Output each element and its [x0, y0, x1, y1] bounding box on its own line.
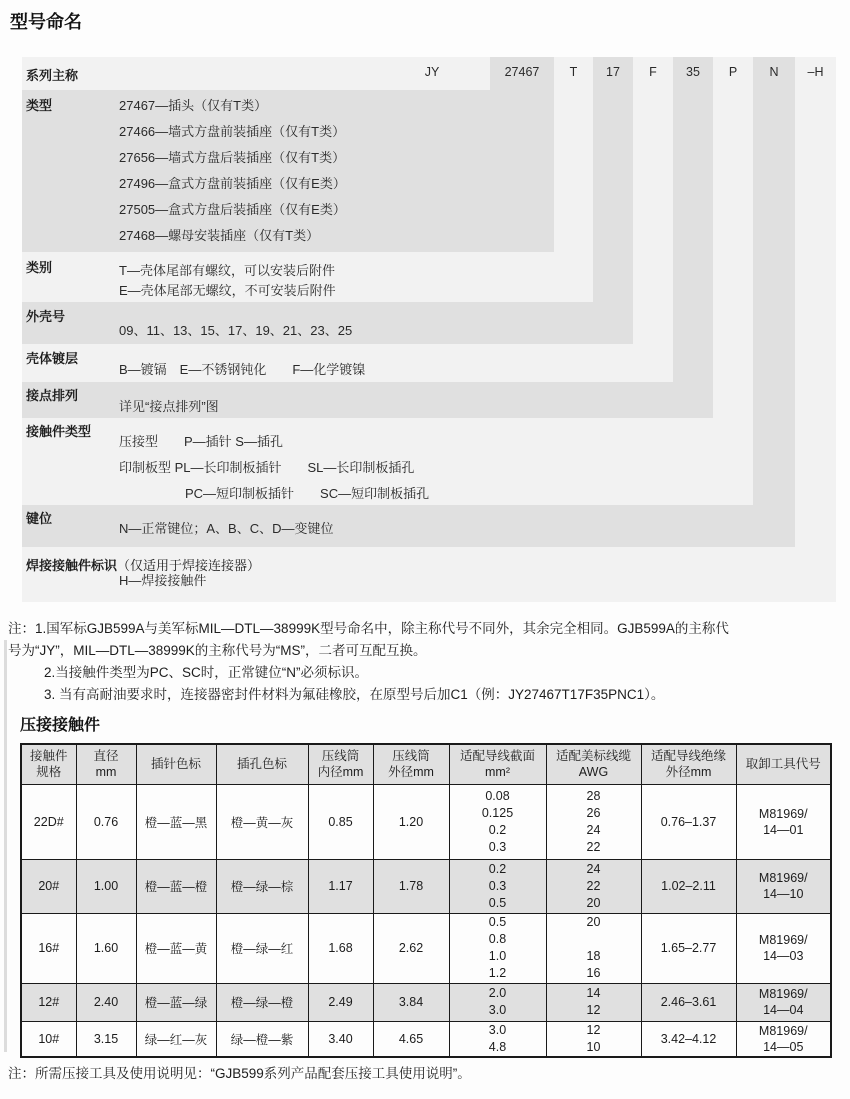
cell-barrel-od: 3.84 — [373, 983, 449, 1021]
cell-barrel-id: 3.40 — [308, 1021, 373, 1057]
code-JY: JY — [424, 65, 440, 79]
cell-diameter: 3.15 — [76, 1021, 136, 1057]
col-header-tool-code: 取卸工具代号 — [736, 744, 831, 784]
category-item-list — [119, 261, 336, 301]
cell-spec: 22D# — [21, 784, 76, 859]
type-item: 27466—墙式方盘前装插座（仅有T类） — [119, 124, 346, 139]
code-N: N — [769, 65, 779, 79]
code-stripe-H — [795, 57, 836, 602]
table-header-row — [21, 744, 831, 784]
cell-socket-color: 橙—绿—红 — [216, 913, 308, 983]
cell-socket-color: 绿—橙—紫 — [216, 1021, 308, 1057]
cell-barrel-id: 0.85 — [308, 784, 373, 859]
cell-socket-color: 橙—绿—棕 — [216, 859, 308, 913]
code-T: T — [569, 65, 578, 79]
cell-insulation-od: 1.65–2.77 — [641, 913, 736, 983]
cell-wire-sections: 2.0 3.0 — [449, 983, 546, 1021]
crimp-table-wrap — [20, 743, 832, 1058]
contact-type-item-list — [119, 429, 429, 507]
contact-arrangement-item: 详见“接点排列”图 — [119, 399, 219, 414]
type-item: 27468—螺母安装插座（仅有T类） — [119, 228, 320, 243]
cell-diameter: 1.60 — [76, 913, 136, 983]
shell-size-item: 09、11、13、15、17、19、21、23、25 — [119, 323, 353, 338]
col-header-pin-color: 插针色标 — [136, 744, 216, 784]
solder-contact-id-label: 焊接接触件标识 — [26, 558, 118, 573]
contact-arrangement-values — [119, 397, 219, 417]
cell-wire-sections: 0.2 0.3 0.5 — [449, 859, 546, 913]
type-item-list — [119, 93, 346, 249]
cell-wire-sections: 0.08 0.125 0.2 0.3 — [449, 784, 546, 859]
section-label-contact-arrangement: 接点排列 — [26, 388, 79, 403]
section-label-category: 类别 — [26, 260, 53, 275]
cell-wire-sections: 0.5 0.8 1.0 1.2 — [449, 913, 546, 983]
col-header-barrel-od: 压线筒 外径mm — [373, 744, 449, 784]
code-35: 35 — [686, 65, 700, 79]
table-row — [21, 983, 831, 1021]
cell-insulation-od: 3.42–4.12 — [641, 1021, 736, 1057]
cell-pin-color: 橙—蓝—绿 — [136, 983, 216, 1021]
cell-tool-code: M81969/ 14—03 — [736, 913, 831, 983]
cell-barrel-id: 1.17 — [308, 859, 373, 913]
cell-diameter: 2.40 — [76, 983, 136, 1021]
type-item: 27505—盒式方盘后装插座（仅有E类） — [119, 202, 346, 217]
col-header-diameter: 直径 mm — [76, 744, 136, 784]
cell-awg: 28 26 24 22 — [546, 784, 641, 859]
left-margin-rule — [4, 640, 7, 1052]
code-stripe-35 — [673, 57, 713, 418]
category-item: E—壳体尾部无螺纹，不可安装后附件 — [119, 283, 336, 298]
cell-insulation-od: 1.02–2.11 — [641, 859, 736, 913]
contact-type-item: 印制板型 PL—长印制板插针 SL—长印制板插孔 — [119, 460, 415, 475]
cell-barrel-id: 1.68 — [308, 913, 373, 983]
cell-barrel-od: 1.20 — [373, 784, 449, 859]
shell-plating-item: B—镀镉 E—不锈钢钝化 F—化学镀镍 — [119, 362, 366, 377]
cell-barrel-od: 4.65 — [373, 1021, 449, 1057]
cell-barrel-id: 2.49 — [308, 983, 373, 1021]
cell-tool-code: M81969/ 14—04 — [736, 983, 831, 1021]
naming-diagram — [22, 57, 836, 602]
section-label-type: 类型 — [26, 98, 53, 113]
code-stripe-F — [633, 57, 673, 382]
type-item: 27496—盒式方盘前装插座（仅有E类） — [119, 176, 346, 191]
note-line-1: 注：1.国军标GJB599A与美军标MIL—DTL—38999K型号命名中，除主称代号不同外，其余完全相同。GJB599A的主称代 — [8, 621, 729, 636]
cell-insulation-od: 0.76–1.37 — [641, 784, 736, 859]
cell-wire-sections: 3.0 4.8 — [449, 1021, 546, 1057]
cell-diameter: 1.00 — [76, 859, 136, 913]
cell-spec: 12# — [21, 983, 76, 1021]
table-row — [21, 784, 831, 859]
col-header-insulation-od: 适配导线绝缘 外径mm — [641, 744, 736, 784]
type-item: 27467—插头（仅有T类） — [119, 98, 268, 113]
code-P: P — [728, 65, 738, 79]
cell-tool-code: M81969/ 14—01 — [736, 784, 831, 859]
section-label-shell-size: 外壳号 — [26, 309, 66, 324]
section-label-contact-type: 接触件类型 — [26, 424, 92, 439]
code-H: –H — [807, 65, 824, 79]
cell-pin-color: 绿—红—灰 — [136, 1021, 216, 1057]
code-17: 17 — [606, 65, 620, 79]
solder-contact-id-values — [119, 571, 206, 591]
col-header-barrel-id: 压线筒 内径mm — [308, 744, 373, 784]
cell-awg: 14 12 — [546, 983, 641, 1021]
code-27467: 27467 — [504, 65, 540, 79]
key-position-values — [119, 519, 334, 539]
code-F: F — [649, 65, 657, 79]
cell-insulation-od: 2.46–3.61 — [641, 983, 736, 1021]
category-item: T—壳体尾部有螺纹，可以安装后附件 — [119, 263, 335, 278]
crimp-section-title: 压接接触件 — [20, 717, 101, 734]
section-label-shell-plating: 壳体镀层 — [26, 351, 79, 366]
cell-pin-color: 橙—蓝—橙 — [136, 859, 216, 913]
cell-spec: 20# — [21, 859, 76, 913]
code-stripe-N — [753, 57, 795, 547]
cell-socket-color: 橙—绿—橙 — [216, 983, 308, 1021]
cell-awg: 24 22 20 — [546, 859, 641, 913]
cell-tool-code: M81969/ 14—10 — [736, 859, 831, 913]
shell-size-values — [119, 321, 352, 341]
page-title: 型号命名 — [10, 12, 82, 32]
type-item: 27656—墙式方盘后装插座（仅有T类） — [119, 150, 346, 165]
crimp-table-note: 注：所需压接工具及使用说明见：“GJB599系列产品配套压接工具使用说明”。 — [8, 1066, 471, 1081]
cell-awg: 20 18 16 — [546, 913, 641, 983]
note-line-4: 3. 当有高耐油要求时，连接器密封件材料为氟硅橡胶，在原型号后加C1（例：JY27467T17F35PNC1）。 — [44, 687, 665, 702]
table-row — [21, 859, 831, 913]
cell-diameter: 0.76 — [76, 784, 136, 859]
naming-notes — [8, 618, 846, 706]
crimp-contact-table — [20, 743, 832, 1058]
col-header-spec: 接触件 规格 — [21, 744, 76, 784]
contact-type-item: PC—短印制板插针 SC—短印制板插孔 — [185, 486, 430, 501]
cell-barrel-od: 2.62 — [373, 913, 449, 983]
table-row — [21, 913, 831, 983]
col-header-awg: 适配美标线缆 AWG — [546, 744, 641, 784]
cell-pin-color: 橙—蓝—黄 — [136, 913, 216, 983]
note-line-2: 号为“JY”，MIL—DTL—38999K的主称代号为“MS”，二者可互配互换。 — [8, 643, 427, 658]
section-label-key-position: 键位 — [26, 511, 53, 526]
code-stripe-17 — [593, 57, 633, 344]
contact-type-item: 压接型 P—插针 S—插孔 — [119, 434, 283, 449]
cell-pin-color: 橙—蓝—黑 — [136, 784, 216, 859]
cell-awg: 12 10 — [546, 1021, 641, 1057]
note-line-3: 2.当接触件类型为PC、SC时，正常键位“N”必须标识。 — [44, 665, 369, 680]
key-position-item: N—正常键位；A、B、C、D—变键位 — [119, 521, 334, 536]
cell-tool-code: M81969/ 14—05 — [736, 1021, 831, 1057]
solder-contact-id-item: H—焊接接触件 — [119, 573, 207, 588]
col-header-socket-color: 插孔色标 — [216, 744, 308, 784]
cell-spec: 16# — [21, 913, 76, 983]
col-header-wire-section: 适配导线截面 mm² — [449, 744, 546, 784]
cell-barrel-od: 1.78 — [373, 859, 449, 913]
solder-contact-id-note: （仅适用于焊接连接器） — [117, 558, 261, 573]
series-name-label: 系列主称 — [26, 68, 79, 83]
cell-socket-color: 橙—黄—灰 — [216, 784, 308, 859]
table-row — [21, 1021, 831, 1057]
cell-spec: 10# — [21, 1021, 76, 1057]
shell-plating-values — [119, 360, 365, 380]
